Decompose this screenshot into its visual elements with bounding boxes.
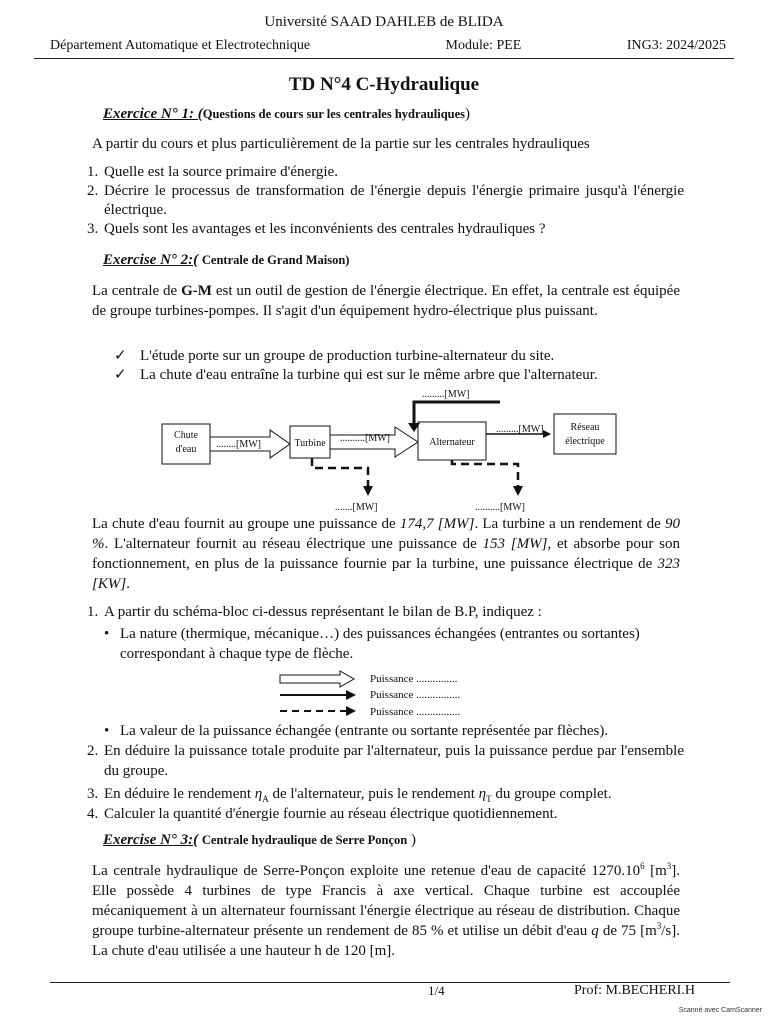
power-label: ........[MW] [216, 439, 261, 450]
eta-symbol: η [478, 786, 487, 802]
legend-hollow-arrow [280, 671, 354, 687]
exercise2-label: Exercise N° 2:( [103, 252, 199, 268]
power-label: .........[MW] [422, 389, 470, 400]
exercise2-heading [103, 252, 349, 269]
q3-text: du groupe complet. [491, 786, 612, 802]
exercise2-bullet2 [102, 721, 702, 741]
bullet-text: La nature (thermique, mécanique…) des puissances échangées (entrantes ou sortantes) correspondant à chaque type de flèche. [120, 626, 640, 662]
exercise1-question: 1. Quelle est la source primaire d'énergie. [102, 163, 684, 182]
bullet-icon: • [104, 723, 110, 739]
eta-symbol: η [254, 786, 263, 802]
bullet-icon: • [104, 626, 110, 642]
reseau-box [554, 414, 616, 454]
ex3-exponent: 3 [656, 921, 662, 931]
legend-label: Puissance ................ [370, 689, 461, 701]
check-text: L'étude porte sur un groupe de production turbine-alternateur du site. [140, 348, 555, 364]
legend-label: Puissance ................ [370, 706, 461, 718]
exercise3-paragraph [92, 861, 680, 961]
scanner-watermark: Scanné avec CamScanner [678, 1007, 762, 1014]
para-text: , et absorbe pour son fonctionnement, en plus de la puissance fournie par la turbine, une puissance électrique de [92, 536, 680, 572]
exercise2-data-paragraph [92, 514, 680, 594]
header-divider [34, 58, 734, 59]
professor-name: Prof: M.BECHERI.H [574, 983, 695, 998]
alternateur-label: Alternateur [429, 437, 475, 448]
exercise2-question: 4. Calculer la quantité d'énergie fournie au réseau électrique quotidiennement. [102, 804, 684, 824]
exercise3-label: Exercise N° 3:( [103, 832, 199, 848]
module: Module: PEE [445, 38, 522, 53]
arrow-legend [278, 668, 518, 720]
intro-gm: G-M [181, 283, 212, 299]
ex3-exponent: 3 [666, 861, 672, 871]
check-item [114, 347, 694, 366]
exercise3-subtitle: Centrale hydraulique de Serre Ponçon [201, 833, 408, 847]
exercise1-questions [78, 163, 684, 239]
ex3-text: ]. Elle possède 4 turbines de type Francis à axe vertical. Chaque turbine est accouplée mécaniquement à un alternateur fournissant l'énergie électrique au réseau de distribution. Chaque groupe turbine-alternateur présente un rendement de 85 % et utilise un débit d'eau [92, 863, 681, 939]
exercise1-close: ) [465, 106, 471, 122]
header-row [50, 38, 726, 54]
exercise2-q2-q4 [78, 741, 684, 824]
power-balance-diagram [150, 386, 630, 516]
legend-dashed-arrow [346, 706, 356, 716]
loss-arrow-turbine [312, 458, 368, 490]
check-text: La chute d'eau entraîne la turbine qui est sur le même arbre que l'alternateur. [140, 367, 598, 383]
ex3-text: /s]. La chute d'eau utilisée a une hauteur h de 120 [m]. [92, 923, 680, 959]
exercise1-label: Exercice N° 1: ( [103, 106, 203, 122]
value-turbine-efficiency: 90 % [92, 516, 680, 552]
checkmark-icon: ✓ [114, 348, 127, 364]
legend-solid-arrow [346, 690, 356, 700]
q3-text: En déduire le rendement [104, 786, 255, 802]
power-label: .......[MW] [335, 502, 378, 513]
eta-subscript: T [486, 794, 492, 804]
bullet-item [102, 624, 642, 664]
checkmark-icon: ✓ [114, 367, 127, 383]
bullet-text: La valeur de la puissance échangée (entrante ou sortante représentée par flèches). [120, 723, 609, 739]
exercise2-bullet1 [102, 624, 642, 664]
eta-subscript: A [262, 794, 269, 804]
exercise2-question: 2. En déduire la puissance totale produite par l'alternateur, puis la puissance perdue par l'ensemble du groupe. [102, 741, 684, 781]
chute-label: d'eau [175, 444, 197, 455]
para-text: La chute d'eau fournit au groupe une puissance de [92, 516, 400, 532]
exercise2-subtitle: Centrale de Grand Maison) [201, 253, 350, 267]
exercise2-checklist [114, 347, 694, 385]
value-electric-power: 323 [KW] [92, 556, 680, 592]
intro-text: est un outil de gestion de l'énergie électrique. En effet, la centrale est équipée de groupe turbines-pompes. Il s'agit d'un équipement hydro-électrique plus puissant. [92, 283, 680, 319]
ex3-text: de 75 [m [598, 923, 657, 939]
exercise2-q1 [78, 603, 688, 622]
university-name: Université SAAD DAHLEB de BLIDA [264, 14, 504, 30]
exercise2-intro [92, 281, 680, 321]
exercise2-question [102, 784, 684, 804]
ex3-text: [m [650, 863, 667, 879]
ex3-exponent: 6 [640, 861, 645, 871]
exercise3-close: ) [410, 832, 416, 848]
reseau-label: Réseau [570, 422, 600, 433]
exercise3-heading [103, 832, 416, 849]
reseau-label: électrique [565, 436, 605, 447]
para-text: . [126, 576, 130, 592]
power-label: .........[MW] [496, 424, 544, 435]
ex3-text: La centrale hydraulique de Serre-Ponçon exploite une retenue d'eau de capacité 1270.10 [92, 863, 641, 879]
value-fall-power: 174,7 [MW] [399, 516, 475, 532]
chute-label: Chute [174, 430, 198, 441]
loss-arrow-alternateur [452, 460, 518, 490]
q3-text: de l'alternateur, puis le rendement [268, 786, 479, 802]
turbine-label: Turbine [294, 438, 326, 449]
page-title: TD N°4 C-Hydraulique [288, 74, 480, 95]
para-text: . L'alternateur fournit au réseau électrique une puissance de [104, 536, 483, 552]
legend-label: Puissance ............... [370, 673, 458, 685]
exercise2-question: 1. A partir du schéma-bloc ci-dessus représentant le bilan de B.P, indiquez : [102, 603, 688, 622]
bullet-item [102, 721, 702, 741]
para-text: . La turbine a un rendement de [474, 516, 665, 532]
exercise1-intro: A partir du cours et plus particulièrement de la partie sur les centrales hydrauliques [92, 136, 590, 152]
ex3-flow-symbol: q [591, 923, 599, 939]
department: Département Automatique et Electrotechnique [50, 38, 311, 53]
intro-text: La centrale de [92, 283, 182, 299]
power-label: ..........[MW] [340, 433, 390, 444]
level: ING3: 2024/2025 [626, 38, 726, 53]
exercise1-heading [103, 106, 470, 123]
exercise1-question: 3. Quels sont les avantages et les inconvénients des centrales hydrauliques ? [102, 220, 684, 239]
page-number: 1/4 [428, 983, 445, 998]
check-item [114, 366, 694, 385]
power-label: ..........[MW] [475, 502, 525, 513]
exercise1-question: 2. Décrire le processus de transformation de l'énergie depuis l'énergie primaire jusqu'à l'énergie électrique. [102, 182, 684, 220]
value-network-power: 153 [MW] [482, 536, 548, 552]
exercise1-subtitle: Questions de cours sur les centrales hydrauliques [202, 107, 466, 121]
